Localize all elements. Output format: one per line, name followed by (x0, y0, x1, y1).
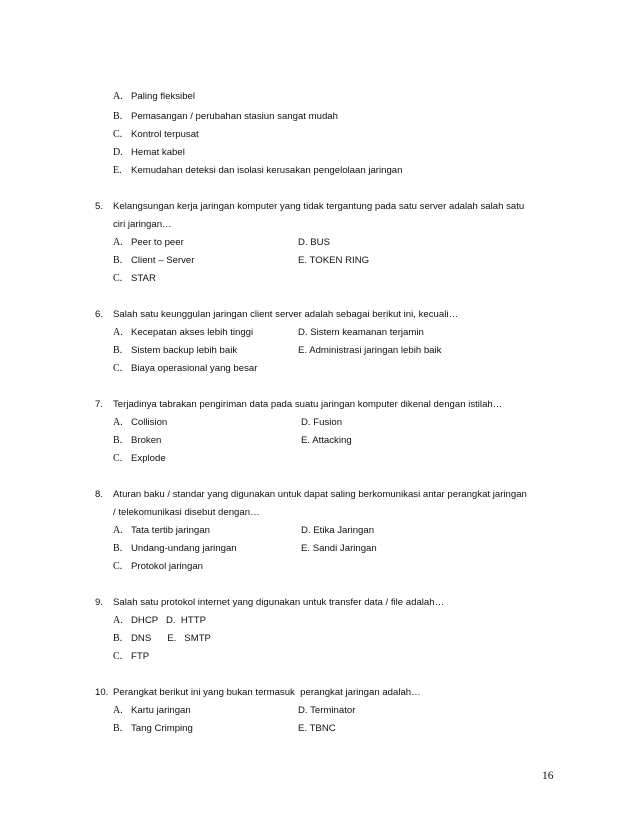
q7-question: 7. Terjadinya tabrakan pengiriman data pada suatu jaringan komputer dikenal dengan istilah… (95, 399, 503, 410)
q6-question: 6. Salah satu keunggulan jaringan client server adalah sebagai berikut ini, kecuali… (95, 309, 459, 320)
q10-option-b: B. Tang Crimping (113, 723, 193, 734)
q8-option-e: E. Sandi Jaringan (301, 543, 377, 554)
q10-question: 10. Perangkat berikut ini yang bukan termasuk perangkat jaringan adalah… (95, 687, 421, 698)
q9-option-row-b: B. DNS E. SMTP (113, 633, 211, 644)
q6-option-e: E. Administrasi jaringan lebih baik (298, 345, 442, 356)
q4-option-b: B. Pemasangan / perubahan stasiun sangat mudah (113, 111, 338, 122)
q6-option-d: D. Sistem keamanan terjamin (298, 327, 424, 338)
q5-option-d: D. BUS (298, 237, 330, 248)
q5-option-e: E. TOKEN RING (298, 255, 370, 266)
q7-option-e: E. Attacking (301, 435, 352, 446)
q7-option-a: A. Collision (113, 417, 168, 428)
q5-question-cont: ciri jaringan… (113, 219, 172, 230)
q8-option-a: A. Tata tertib jaringan (113, 525, 210, 536)
q6-option-a: A. Kecepatan akses lebih tinggi (113, 327, 254, 338)
q7-option-c: C. Explode (113, 453, 166, 464)
q10-option-e: E. TBNC (298, 723, 336, 734)
q8-option-b: B. Undang-undang jaringan (113, 543, 237, 554)
q5-option-a: A. Peer to peer (113, 237, 184, 248)
q4-option-a: A. Paling fleksibel (113, 91, 195, 102)
page-number: 16 (542, 770, 554, 782)
q9-option-c: C. FTP (113, 651, 150, 662)
q7-option-b: B. Broken (113, 435, 162, 446)
q4-option-c: C. Kontrol terpusat (113, 129, 199, 140)
q8-question-cont: / telekomunikasi disebut dengan… (113, 507, 260, 518)
q5-option-c: C. STAR (113, 273, 156, 284)
q8-option-d: D. Etika Jaringan (301, 525, 375, 536)
q9-question: 9. Salah satu protokol internet yang digunakan untuk transfer data / file adalah… (95, 597, 445, 608)
q4-option-d: D. Hemat kabel (113, 147, 185, 158)
q8-option-c: C. Protokol jaringan (113, 561, 203, 572)
q10-option-a: A. Kartu jaringan (113, 705, 191, 716)
q7-option-d: D. Fusion (301, 417, 343, 428)
q10-option-d: D. Terminator (298, 705, 356, 716)
q8-question: 8. Aturan baku / standar yang digunakan untuk dapat saling berkomunikasi antar perangkat jaringan (95, 489, 527, 500)
q6-option-c: C. Biaya operasional yang besar (113, 363, 258, 374)
q6-option-b: B. Sistem backup lebih baik (113, 345, 238, 356)
q9-option-row-a: A. DHCP D. HTTP (113, 615, 206, 626)
q5-option-b: B. Client – Server (113, 255, 195, 266)
q4-option-e: E. Kemudahan deteksi dan isolasi kerusakan pengelolaan jaringan (113, 165, 403, 176)
q5-question: 5. Kelangsungan kerja jaringan komputer yang tidak tergantung pada satu server adalah salah satu (95, 201, 525, 212)
